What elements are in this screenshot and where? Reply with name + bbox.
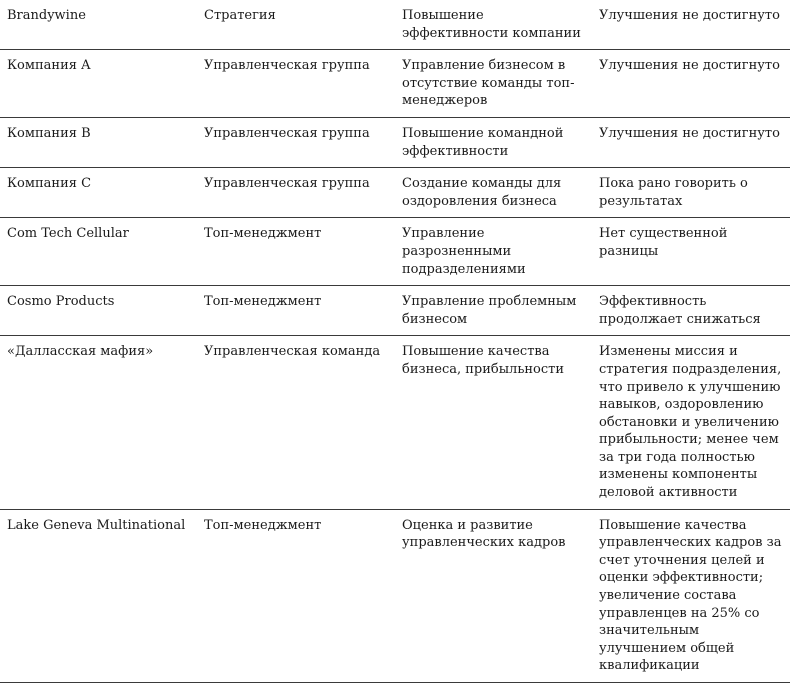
company-cell: Com Tech Cellular [0,218,197,286]
result-cell: Изменены миссия и стратегия подразделения, что привело к улучшению навыков, оздоровлению обстановки и увеличению прибыльности; менее чем за три года полностью изменены компоненты деловой активности [592,336,790,509]
approach-cell: Управленческая команда [197,336,395,509]
goal-cell: Создание команды для оздоровления бизнеса [395,168,592,218]
approach-cell: Управленческая группа [197,50,395,118]
result-cell: Улучшения не достигнуто [592,50,790,118]
goal-cell: Повышение командной эффективности [395,117,592,167]
goal-cell: Управление проблемным бизнесом [395,286,592,336]
table-row [0,168,790,218]
company-cell: Lake Geneva Multinational [0,509,197,682]
goal-cell: Повышение эффективности компании [395,0,592,50]
table-row [0,286,790,336]
table-row [0,50,790,118]
company-cell: Компания B [0,117,197,167]
result-cell: Пока рано говорить о результатах [592,168,790,218]
approach-cell: Топ-менеджмент [197,218,395,286]
table-row [0,509,790,682]
company-cell: «Далласская мафия» [0,336,197,509]
result-cell: Повышение качества управленческих кадров за счет уточнения целей и оценки эффективности; увеличение состава управленцев на 25% со значительным улучшением общей квалификации [592,509,790,682]
approach-cell: Топ-менеджмент [197,286,395,336]
table-row [0,117,790,167]
approach-cell: Топ-менеджмент [197,509,395,682]
approach-cell: Управленческая группа [197,168,395,218]
approach-cell: Стратегия [197,0,395,50]
goal-cell: Повышение качества бизнеса, прибыльности [395,336,592,509]
result-cell: Улучшения не достигнуто [592,117,790,167]
company-cell: Brandywine [0,0,197,50]
company-cell: Компания C [0,168,197,218]
goal-cell: Управление разрозненными подразделениями [395,218,592,286]
company-cell: Компания A [0,50,197,118]
company-cell: Cosmo Products [0,286,197,336]
goal-cell: Управление бизнесом в отсутствие команды топ-менеджеров [395,50,592,118]
approach-cell: Управленческая группа [197,117,395,167]
table-row [0,0,790,50]
table-row [0,218,790,286]
result-cell: Эффективность продолжает снижаться [592,286,790,336]
result-cell: Улучшения не достигнуто [592,0,790,50]
table-row [0,336,790,509]
goal-cell: Оценка и развитие управленческих кадров [395,509,592,682]
result-cell: Нет существенной разницы [592,218,790,286]
